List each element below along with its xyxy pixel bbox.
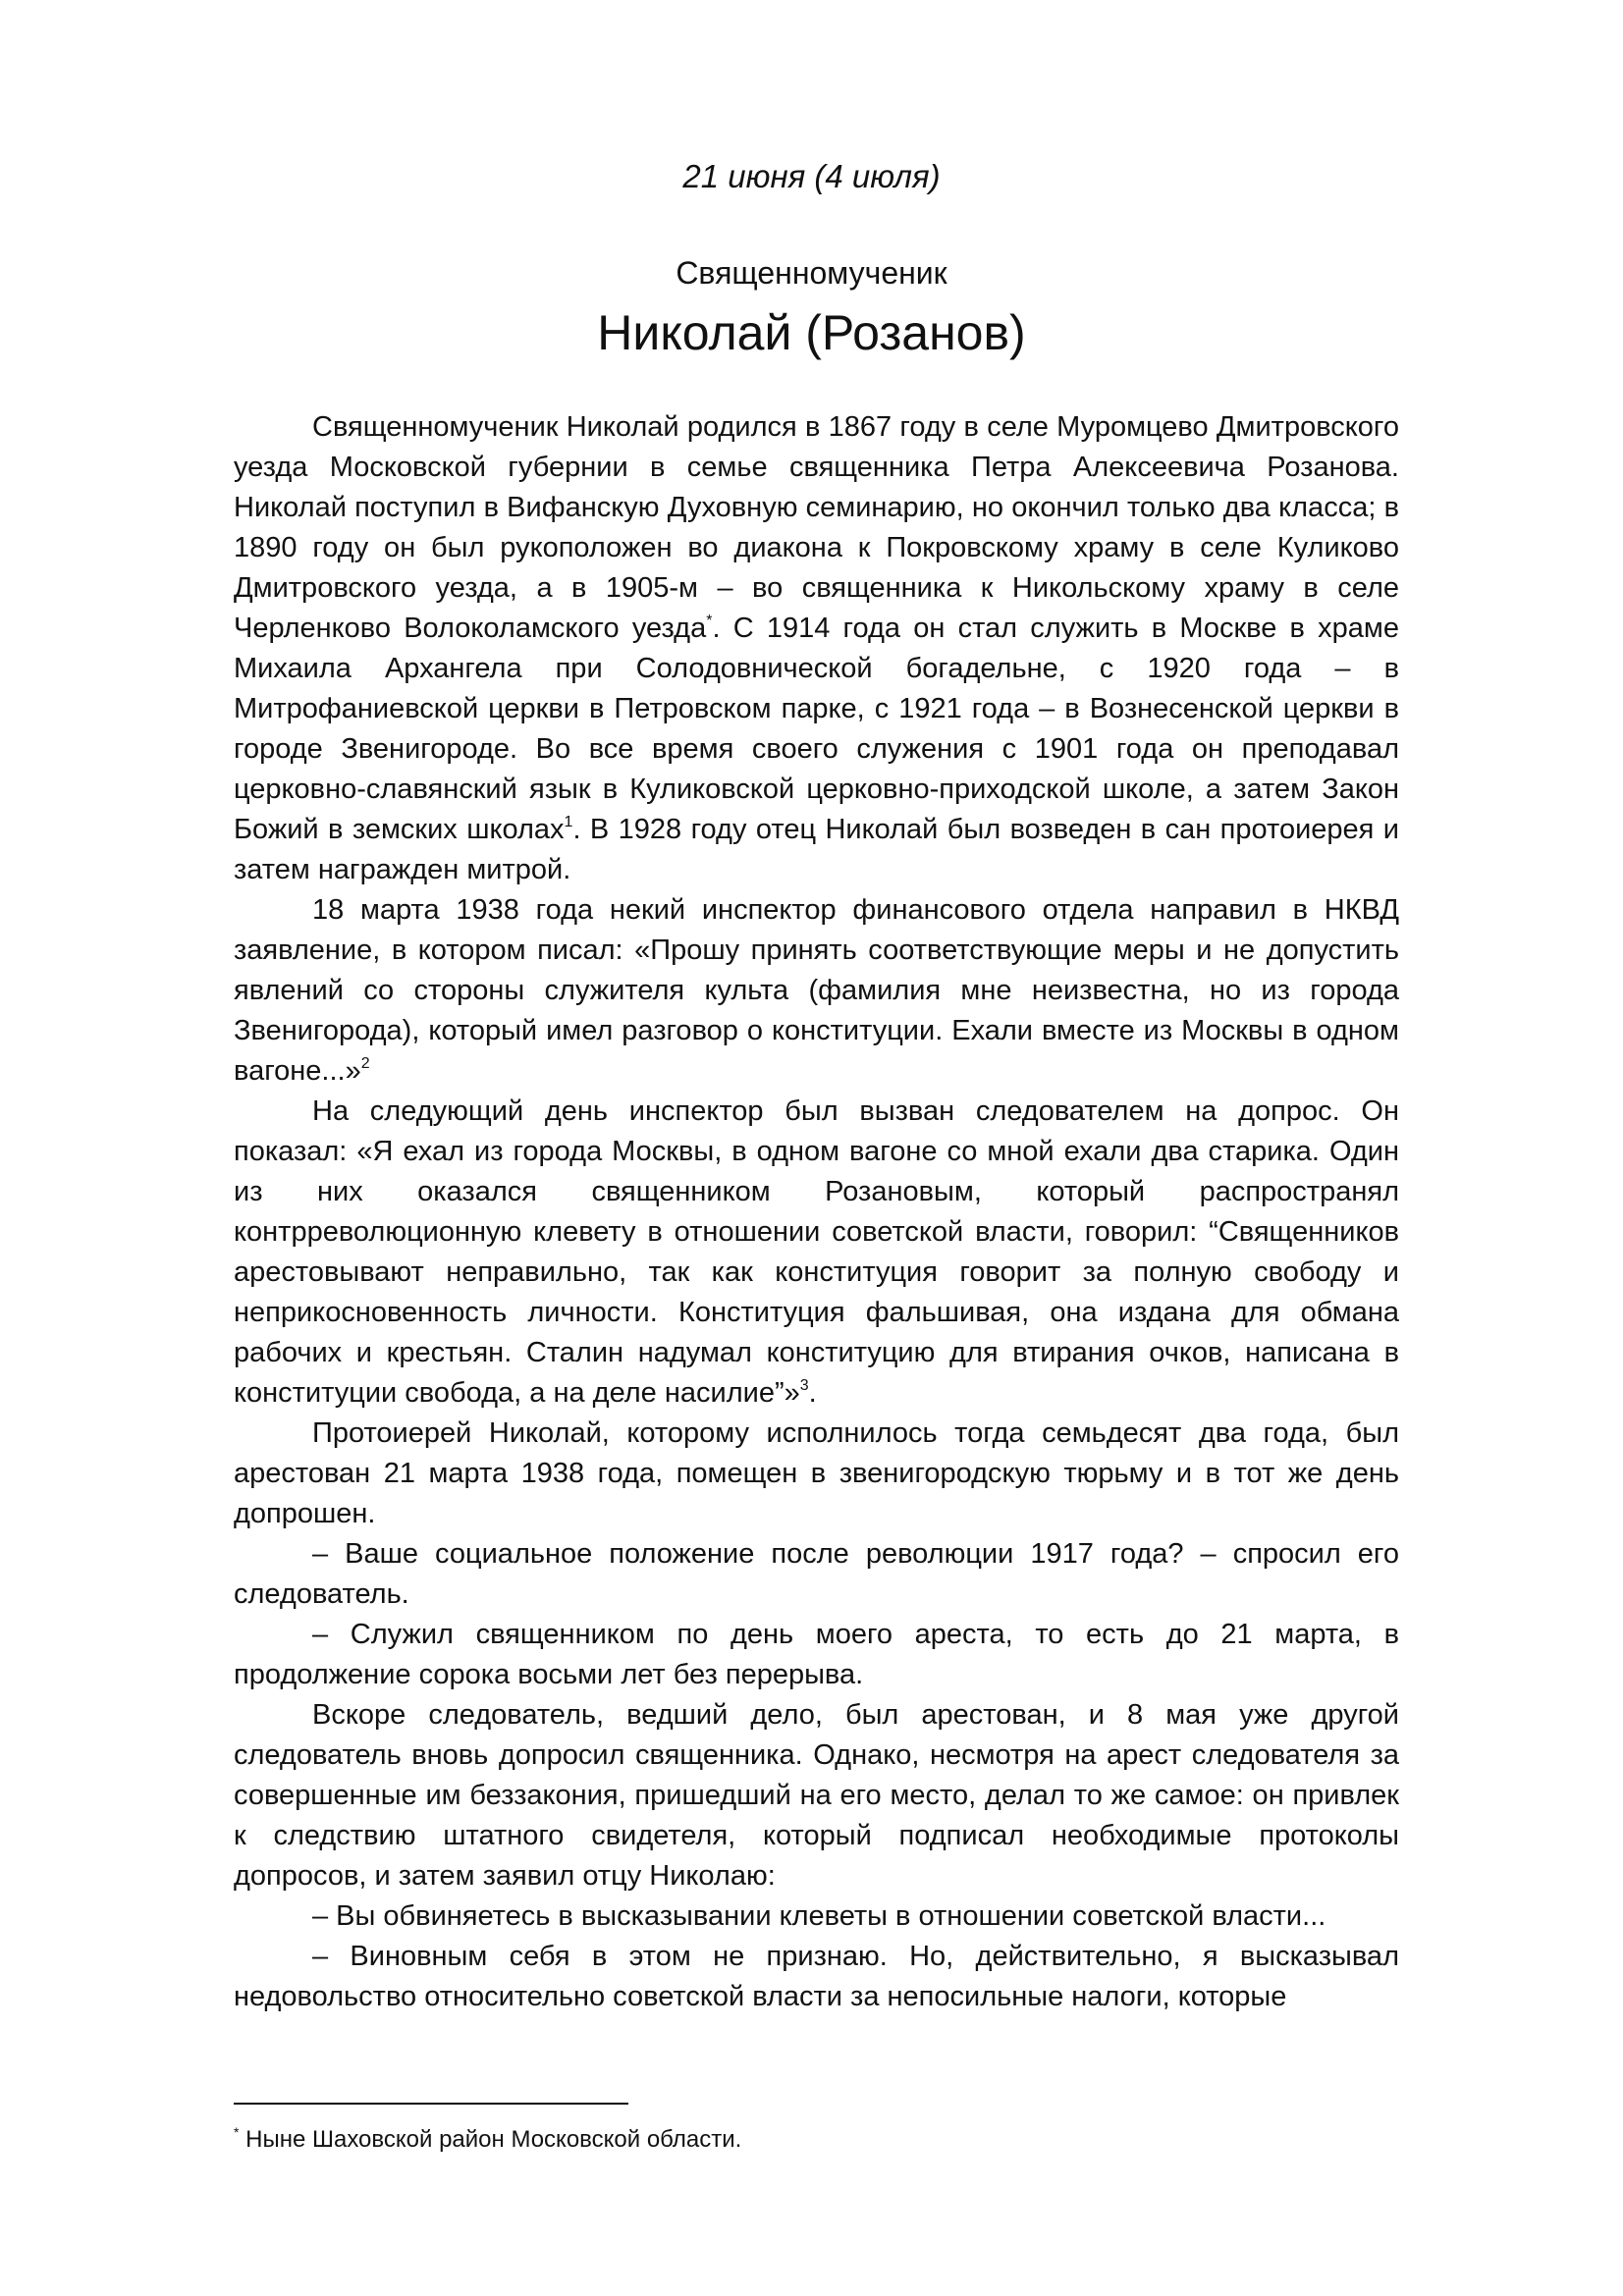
footnote-ref: * — [706, 613, 713, 629]
dialogue-line: – Вы обвиняетесь в высказывании клеветы в отношении советской власти... — [312, 1900, 1326, 1932]
footnote-ref: 1 — [564, 814, 573, 830]
footnote-marker: * — [234, 2124, 240, 2140]
saint-rank: Священномученик — [676, 255, 947, 291]
paragraph: 18 марта 1938 года некий инспектор финансового отдела направил в НКВД заявление, в котором писал: «Прошу принять соответствующие меры и не допустить явлений со стороны служителя культа (фамилия мне неизвестна, но из города Звенигорода), который имел разговор о конституции. Ехали вместе из Москвы в одном вагоне...»$^2$ — [234, 894, 1399, 1087]
dialogue-line: – Ваше социальное положение после революции 1917 года? – спросил его следователь. — [234, 1538, 1399, 1610]
page-title: Николай (Розанов) — [597, 305, 1026, 360]
footnote — [234, 2124, 1399, 2156]
paragraph: Священномученик Николай родился в 1867 году в селе Муромцево Дмитровского уезда Московской губернии в семье священника Петра Алексеевича Розанова. Николай поступил в Вифанскую Духовную семинарию, но окончил только два класса; в 1890 году он был рукоположен во диакона к Покровскому храму в селе Куликово Дмитровского уезда, а в 1905-м – во священника к Никольскому храму в селе Черленково Волоколамского уезда*. С 1914 года он стал служить в Москве в храме Михаила Архангела при Солодовнической богадельне, с 1920 года – в Митрофаниевской церкви в Петровском парке, с 1921 года – в Вознесенской церкви в городе Звенигороде. Во все время своего служения с 1901 года он преподавал церковно-славянский язык в Куликовской церковно-приходской школе, а затем Закон Божий в земских школах$^1$. В 1928 году отец Николай был возведен в сан протоиерея и затем награжден митрой. — [234, 411, 1399, 885]
paragraph: На следующий день инспектор был вызван следователем на допрос. Он показал: «Я ехал из города Москвы, в одном вагоне со мной ехали два старика. Один из них оказался священником Розановым, который распространял контрреволюционную клевету в отношении советской власти, говорил: “Священников арестовывают неправильно, так как конституция говорит за полную свободу и неприкосновенность личности. Конституция фальшивая, она издана для обмана рабочих и крестьян. Сталин надумал конституцию для втирания очков, написана в конституции свобода, а на деле насилие”»$^3$. — [234, 1095, 1399, 1409]
footnote-divider — [234, 2103, 628, 2105]
footnote-ref: 2 — [360, 1055, 370, 1072]
article-body — [234, 407, 1399, 2017]
dialogue-line: – Виновным себя в этом не признаю. Но, действительно, я высказывал недовольство относительно советской власти за непосильные налоги, которые — [234, 1941, 1399, 2012]
dialogue-line: – Служил священником по день моего ареста, то есть до 21 марта, в продолжение сорока восьми лет без перерыва. — [234, 1619, 1399, 1690]
paragraph: Вскоре следователь, ведший дело, был арестован, и 8 мая уже другой следователь вновь допросил священника. Однако, несмотря на арест следователя за совершенные им беззакония, пришедший на его место, делал то же самое: он привлек к следствию штатного свидетеля, который подписал необходимые протоколы допросов, и затем заявил отцу Николаю: — [234, 1699, 1399, 1892]
footnote-ref: 3 — [799, 1377, 809, 1394]
feast-date: 21 июня (4 июля) — [682, 158, 941, 194]
paragraph: Протоиерей Николай, которому исполнилось тогда семьдесят два года, был арестован 21 марта 1938 года, помещен в звенигородскую тюрьму и в тот же день допрошен. — [234, 1417, 1399, 1529]
footnote-text: Ныне Шаховской район Московской области. — [239, 2126, 742, 2153]
